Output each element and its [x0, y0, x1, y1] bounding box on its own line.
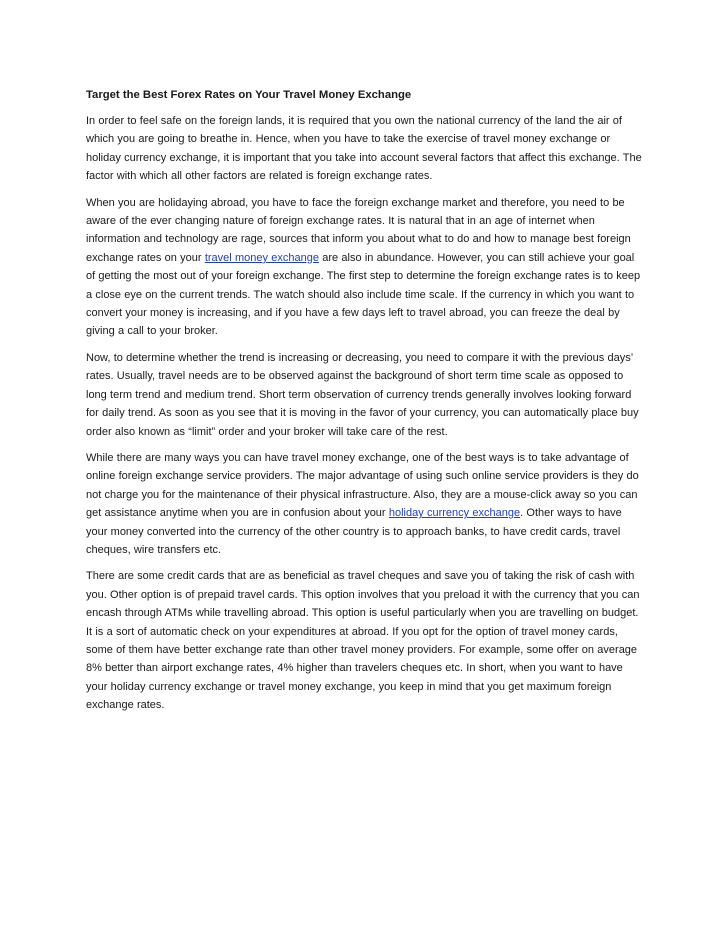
paragraph-text: When you are holidaying abroad, you have to face the foreign exchange market and therefore, you need to be aware of the ever changing nature of foreign exchange rates. It is natural that in an age of internet when information and technology are rage, sources that inform you about what to do and how to manage best foreign exchange rates on your [86, 196, 631, 264]
paragraph-4 [86, 449, 644, 559]
paragraph-text: Now, to determine whether the trend is increasing or decreasing, you need to compare it with the previous days’ rates. Usually, travel needs are to be observed against the background of short term time scale as opposed to long term trend and medium trend. Short term observation of currency trends generally involves looking forward for daily trend. As soon as you see that it is moving in the favor of your currency, you can automatically place buy order also known as “limit” order and your broker will take care of the rest. [86, 351, 639, 438]
paragraph-text: are also in abundance. However, you can still achieve your goal of getting the most out of your foreign exchange. The first step to determine the foreign exchange rates is to keep a close eye on the current trends. The watch should also include time scale. If the currency in which you want to convert your money is increasing, and if you have a few days left to travel abroad, you can freeze the deal by giving a call to your broker. [86, 251, 641, 338]
document-title: Target the Best Forex Rates on Your Travel Money Exchange [86, 89, 412, 101]
paragraph-text: There are some credit cards that are as beneficial as travel cheques and save you of taking the risk of cash with you. Other option is of prepaid travel cards. This option involves that you preload it with the currency that you can encash through ATMs while travelling abroad. This option is useful particularly when you are travelling on budget. It is a sort of automatic check on your expenditures at abroad. If you opt for the option of travel money cards, some of them have better exchange rate than other travel money providers. For example, some offer on average 8% better than airport exchange rates, 4% higher than travelers cheques etc. In short, when you want to have your holiday currency exchange or travel money exchange, you keep in mind that you get maximum foreign exchange rates. [86, 570, 640, 712]
paragraph-text: In order to feel safe on the foreign lands, it is required that you own the national currency of the land the air of which you are going to breathe in. Hence, when you have to take the exercise of travel money exchange or holiday currency exchange, it is important that you take into account several factors that affect this exchange. The factor with which all other factors are related is foreign exchange rates. [86, 115, 642, 183]
paragraph-3 [86, 349, 644, 441]
travel-money-exchange-link[interactable]: travel money exchange [204, 251, 319, 264]
document-body [86, 86, 644, 715]
holiday-currency-exchange-link[interactable]: holiday currency exchange [388, 507, 521, 520]
paragraph-1 [86, 112, 644, 186]
paragraph-text: While there are many ways you can have travel money exchange, one of the best ways is to take advantage of online foreign exchange service providers. The major advantage of using such online service providers is they do not charge you for the maintenance of their physical infrastructure. Also, they are a mouse-click away so you can get assistance anytime when you are in confusion about your [86, 451, 639, 520]
paragraph-text: . Other ways to have your money converted into the currency of the other country is to approach banks, to have credit cards, travel cheques, wire transfers etc. [86, 507, 622, 556]
paragraph-5 [86, 567, 644, 714]
paragraph-2 [86, 194, 644, 341]
